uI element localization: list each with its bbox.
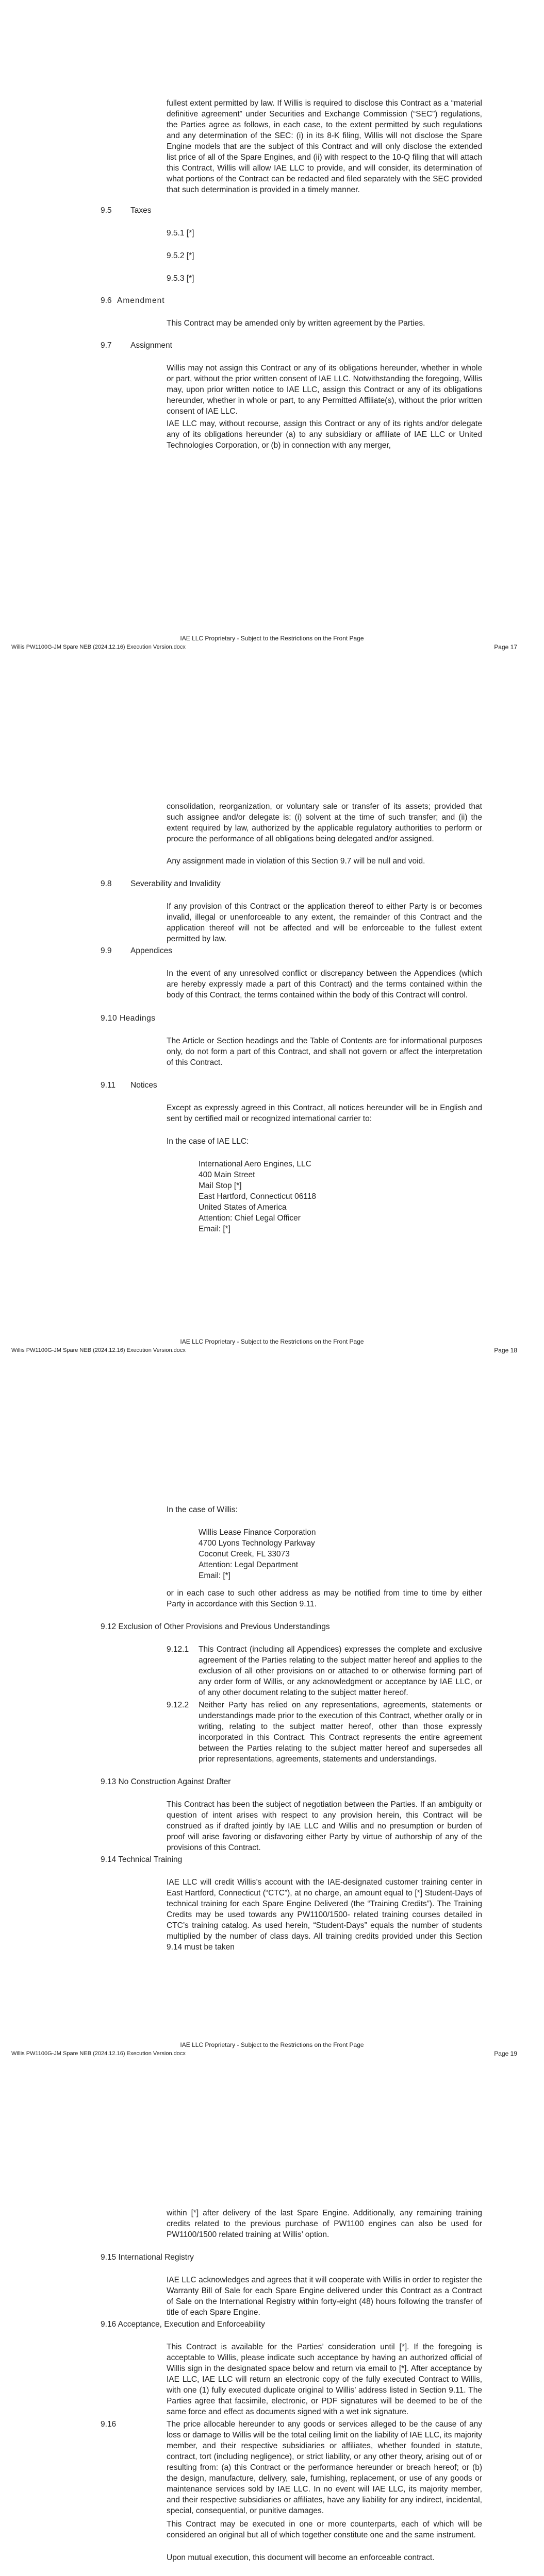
address-line: Attention: Legal Department (199, 1561, 299, 1569)
case-iae-label: In the case of IAE LLC: (167, 1137, 249, 1146)
footer-filename: Willis PW1100G-JM Spare NEB (2024.12.16) Execution Version.docx (11, 644, 186, 650)
assignment-void: Any assignment made in violation of this Section 9.7 will be null and void. (167, 857, 425, 866)
address-line: Attention: Chief Legal Officer (199, 1214, 301, 1223)
address-line: Coconut Creek, FL 33073 (199, 1550, 290, 1558)
section-9-15-heading: 9.15 International Registry (101, 2253, 194, 2262)
section-9-12-1-text: This Contract (including all Appendices) expresses the complete and exclusive agreement of the Parties relating to the subject matter hereof and applies to the exclusion of all other provisions on or attached to or otherwise forming part of any order form of Willis, or any acknowledgment or acceptance by IAE LLC, or of any other document relating to the subject matter hereof. (199, 1645, 482, 1697)
footer-page-number: Page 17 (494, 643, 517, 651)
footer-page-number: Page 19 (494, 2050, 517, 2057)
section-9-12-heading: 9.12 Exclusion of Other Provisions and Previous Understandings (101, 1622, 330, 1631)
section-9-16-acceptance-heading: 9.16 Acceptance, Execution and Enforceability (101, 2320, 265, 2329)
section-9-6-text: This Contract may be amended only by written agreement by the Parties. (167, 319, 425, 328)
section-9-5-3: 9.5.3 [*] (167, 274, 194, 283)
case-willis-label: In the case of Willis: (167, 1505, 238, 1514)
section-9-9-heading: 9.9 Appendices (101, 946, 173, 955)
address-line: Email: [*] (199, 1225, 231, 1233)
section-9-9-text: In the event of any unresolved conflict or discrepancy between the Appendices (which are hereby expressly made a part of this Contract) and the terms contained within the body of this Contract, the terms contained within the body of this Contract will control. (167, 969, 482, 999)
iae-address-block (199, 1159, 316, 1234)
counterparts-text: This Contract may be executed in one or more counterparts, each of which will be considered an original but all of which together constitute one and the same instrument. (167, 2520, 482, 2539)
section-9-10-text: The Article or Section headings and the Table of Contents are for informational purposes only, do not form a part of this Contract, and shall not govern or affect the interpretation of this Contract. (167, 1037, 482, 1067)
address-line: International Aero Engines, LLC (199, 1160, 311, 1168)
section-9-16-liability-num: 9.16 (101, 2420, 117, 2429)
page-17 (0, 0, 544, 703)
section-9-12-2-num: 9.12.2 (167, 1701, 189, 1709)
page-20 (0, 2110, 544, 2576)
section-9-12-1-num: 9.12.1 (167, 1645, 189, 1654)
section-9-7-paragraph-1: Willis may not assign this Contract or any of its obligations hereunder, whether in whole or part, without the prior written consent of IAE LLC. Notwithstanding the foregoing, Willis may, upon prior written notice to IAE LLC, assign this Contract or any of its obligations hereunder, whether in whole or part, to any Permitted Affiliate(s), without the prior written consent of IAE LLC. (167, 364, 482, 416)
section-9-6-heading: 9.6 Amendment (101, 296, 165, 305)
willis-address-block (199, 1527, 316, 1581)
section-9-11-heading: 9.11 Notices (101, 1081, 157, 1090)
section-9-14-heading: 9.14 Technical Training (101, 1855, 183, 1864)
footer-proprietary: IAE LLC Proprietary - Subject to the Restrictions on the Front Page (180, 635, 364, 642)
section-9-10-heading: 9.10 Headings (101, 1014, 156, 1023)
section-9-15-text: IAE LLC acknowledges and agrees that it will cooperate with Willis in order to register the Warranty Bill of Sale for each Spare Engine delivered under this Contract as a Contract of Sale on the International Registry within forty-eight (48) hours following the transfer of title of each Spare Engine. (167, 2276, 482, 2317)
section-9-11-text: Except as expressly agreed in this Contract, all notices hereunder will be in English and sent by certified mail or recognized international carrier to: (167, 1104, 482, 1123)
section-9-5-heading: 9.5 Taxes (101, 206, 152, 215)
assignment-continuation: consolidation, reorganization, or voluntary sale or transfer of its assets; provided that such assignee and/or delegate is: (i) solvent at the time of such transfer; and (ii) the extent required by law, authorized by the applicable regulatory authorities to perform or procure the performance of all obligations being delegated and/or assigned. (167, 802, 482, 843)
training-continuation: within [*] after delivery of the last Spare Engine. Additionally, any remaining training credits related to the previous purchase of PW1100 engines can also be used for PW1100/1500 related training at Willis’ option. (167, 2209, 482, 2239)
footer-proprietary: IAE LLC Proprietary - Subject to the Restrictions on the Front Page (180, 2041, 364, 2048)
section-9-7-heading: 9.7 Assignment (101, 341, 172, 350)
footer-proprietary: IAE LLC Proprietary - Subject to the Restrictions on the Front Page (180, 1338, 364, 1345)
footer-filename: Willis PW1100G-JM Spare NEB (2024.12.16) Execution Version.docx (11, 2050, 186, 2057)
section-9-13-text: This Contract has been the subject of negotiation between the Parties. If an ambiguity or question of intent arises with respect to any provision herein, this Contract will be construed as if drafted jointly by IAE LLC and Willis and no presumption or burden of proof will arise favoring or disfavoring either Party by virtue of authorship of any of the provisions of this Contract. (167, 1800, 482, 1852)
paragraph-sec-disclosure: fullest extent permitted by law. If Willis is required to disclose this Contract as a “material definitive agreement” under Securities and Exchange Commission (“SEC”) regulations, the Parties agree as follows, in each case, to the extent permitted by such regulations and any determination of the SEC: (i) in its 8-K filing, Willis will not disclose the Spare Engine models that are the subject of this Contract and will only disclose the extended list price of all of the Spare Engines, and (ii) with respect to the 10-Q filing that will attach this Contract, Willis will allow IAE LLC to provide, and will consider, its determination of what portions of the Contract can be redacted and filed separately with the SEC provided that such determination is provided in a timely manner. (167, 99, 482, 194)
address-line: Willis Lease Finance Corporation (199, 1528, 316, 1537)
section-9-8-heading: 9.8 Severability and Invalidity (101, 879, 221, 888)
section-9-5-2: 9.5.2 [*] (167, 251, 194, 260)
address-line: 400 Main Street (199, 1171, 255, 1179)
section-9-12-2-text: Neither Party has relied on any representations, agreements, statements or understandings made prior to the execution of this Contract, whether orally or in writing, relating to the subject matter hereof, other than those expressly incorporated in this Contract. This Contract represents the entire agreement between the Parties relating to the subject matter hereof and supersedes all prior representations, agreements, statements and understandings. (199, 1701, 482, 1764)
footer-page-number: Page 18 (494, 1347, 517, 1354)
other-address-text: or in each case to such other address as may be notified from time to time by either Party in accordance with this Section 9.11. (167, 1589, 482, 1608)
footer-filename: Willis PW1100G-JM Spare NEB (2024.12.16) Execution Version.docx (11, 1347, 186, 1353)
address-line: East Hartford, Connecticut 06118 (199, 1192, 317, 1201)
section-9-14-text: IAE LLC will credit Willis’s account with the IAE-designated customer training center in East Hartford, Connecticut (“CTC”), at no charge, an amount equal to [*] Student-Days of technical training for each Spare Engine Delivered (the “Training Credits”). The Training Credits may be used towards any PW1100/1500- related training courses detailed in CTC’s training catalog. As used herein, “Student-Days” equals the number of students multiplied by the number of class days. All training credits provided under this Section 9.14 must be taken (167, 1878, 482, 1952)
address-line: Mail Stop [*] (199, 1181, 242, 1190)
page-19 (0, 1406, 544, 2110)
section-9-5-1: 9.5.1 [*] (167, 229, 194, 238)
section-9-16-acceptance-text: This Contract is available for the Parties’ consideration until [*]. If the foregoing is acceptable to Willis, please indicate such acceptance by having an authorized official of Willis sign in the designated space below and return via email to [*]. After acceptance by IAE LLC, IAE LLC will return an electronic copy of the fully executed Contract to Willis, with one (1) fully executed duplicate original to Willis’ address listed in Section 9.11. The Parties agree that facsimile, electronic, or PDF signatures will be deemed to be of the same force and effect as documents signed with a wet ink signature. (167, 2343, 482, 2416)
section-9-13-heading: 9.13 No Construction Against Drafter (101, 1777, 231, 1786)
section-9-7-paragraph-2: IAE LLC may, without recourse, assign this Contract or any of its rights and/or delegate any of its obligations hereunder (a) to any subsidiary or affiliate of IAE LLC or United Technologies Corporation, or (b) in connection with any merger, (167, 419, 482, 450)
mutual-execution-text: Upon mutual execution, this document will become an enforceable contract. (167, 2553, 435, 2562)
address-line: United States of America (199, 1203, 287, 1212)
address-line: 4700 Lyons Technology Parkway (199, 1539, 315, 1548)
page-18 (0, 703, 544, 1406)
section-9-16-liability-text: The price allocable hereunder to any goods or services alleged to be the cause of any loss or damage to Willis will be the total ceiling limit on the liability of IAE LLC, its majority member, and their respective subsidiaries or affiliates, whether founded in statute, contract, tort (including negligence), or strict liability, or any other theory, arising out of or resulting from: (a) this Contract or the performance hereunder or breach hereof; or (b) the design, manufacture, delivery, sale, furnishing, replacement, or use of any goods or maintenance services sold by IAE LLC. In no event will IAE LLC, its majority member, and their respective subsidiaries or affiliates, have any liability for any indirect, incidental, special, consequential, or punitive damages. (167, 2420, 482, 2515)
address-line: Email: [*] (199, 1571, 231, 1580)
section-9-8-text: If any provision of this Contract or the application thereof to either Party is or becomes invalid, illegal or unenforceable to any extent, the remainder of this Contract and the application thereof will not be affected and will be enforceable to the fullest extent permitted by law. (167, 902, 482, 943)
